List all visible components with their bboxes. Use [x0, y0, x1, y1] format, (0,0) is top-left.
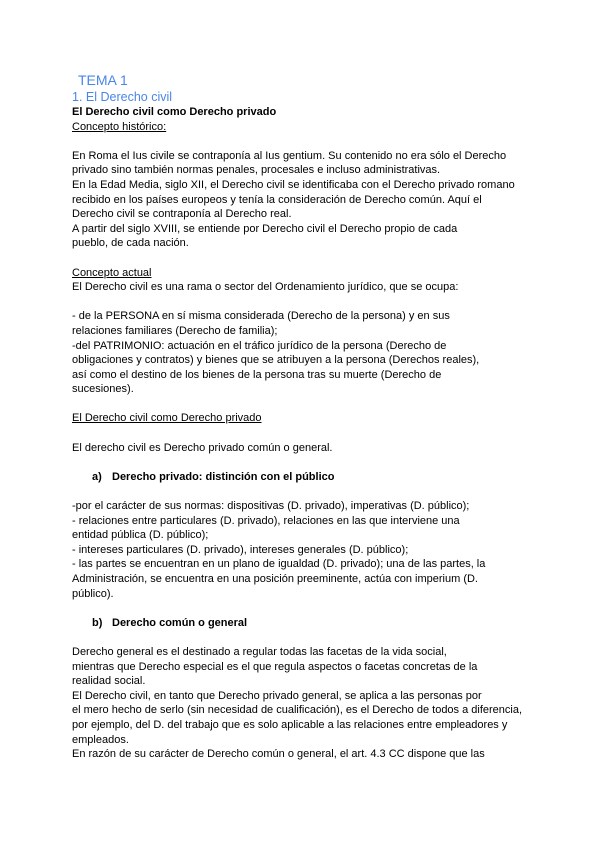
a-paragraph: [72, 499, 532, 601]
text-line: privado sino también normas penales, procesales e incluso administrativas.: [72, 164, 441, 177]
concepto-actual-heading: Concepto actual: [72, 266, 152, 279]
b-paragraph: [72, 645, 532, 762]
text-line: pueblo, de cada nación.: [72, 237, 189, 250]
text-line: por ejemplo, del D. del trabajo que es solo aplicable a las relaciones entre empleadores y: [72, 718, 508, 731]
text-line: En Roma el Ius civile se contraponía al Ius gentium. Su contenido no era sólo el Derecho: [72, 149, 507, 162]
text-line: empleados.: [72, 733, 129, 746]
actual-intro: El Derecho civil es una rama o sector del Ordenamiento jurídico, que se ocupa:: [72, 281, 459, 294]
concepto-historico-heading: Concepto histórico:: [72, 120, 167, 133]
text-line: entidad pública (D. público);: [72, 529, 209, 542]
text-line: así como el destino de los bienes de la persona tras su muerte (Derecho de: [72, 368, 442, 381]
subheading-b: [72, 616, 532, 631]
civil-privado-heading: El Derecho civil como Derecho privado: [72, 412, 262, 425]
text-line: - de la PERSONA en sí misma considerada (Derecho de la persona) y en sus: [72, 310, 450, 323]
subheading-b-title: Derecho común o general: [112, 616, 248, 629]
document-content: [72, 72, 532, 762]
text-line: En razón de su carácter de Derecho común o general, el art. 4.3 CC dispone que las: [72, 748, 485, 761]
subheading-a-title: Derecho privado: distinción con el público: [112, 470, 335, 483]
text-line: -por el carácter de sus normas: dispositivas (D. privado), imperativas (D. público);: [72, 500, 470, 513]
text-line: público).: [72, 587, 114, 600]
historico-paragraph: [72, 149, 532, 251]
text-line: Administración, se encuentra en una posición preeminente, actúa con imperium (D.: [72, 573, 478, 585]
text-line: relaciones familiares (Derecho de familia);: [72, 324, 278, 337]
text-line: -del PATRIMONIO: actuación en el tráfico jurídico de la persona (Derecho de: [72, 339, 447, 352]
text-line: El Derecho civil, en tanto que Derecho privado general, se aplica a las personas por: [72, 689, 482, 702]
text-line: - intereses particulares (D. privado), intereses generales (D. público);: [72, 543, 409, 556]
subheading-a: [72, 470, 532, 485]
text-line: sucesiones).: [72, 383, 134, 396]
text-line: el mero hecho de serlo (sin necesidad de cualificación), es el Derecho de todos a diferencia,: [72, 704, 523, 717]
text-line: Derecho civil se contraponía al Derecho real.: [72, 208, 292, 221]
text-line: obligaciones y contratos) y bienes que se atribuyen a la persona (Derechos reales),: [72, 354, 480, 367]
subheading-a-label: a): [92, 470, 102, 483]
text-line: A partir del siglo XVIII, se entiende por Derecho civil el Derecho propio de cada: [72, 222, 458, 235]
text-line: - las partes se encuentran en un plano de igualdad (D. privado); una de las partes, la: [72, 558, 486, 571]
subheading-b-label: b): [92, 616, 103, 629]
section-title: 1. El Derecho civil: [72, 90, 173, 104]
civil-privado-text: El derecho civil es Derecho privado común o general.: [72, 441, 333, 454]
text-line: En la Edad Media, siglo XII, el Derecho civil se identificaba con el Derecho privado romano: [72, 178, 515, 191]
tema-title: TEMA 1: [78, 72, 128, 88]
text-line: Derecho general es el destinado a regular todas las facetas de la vida social,: [72, 645, 447, 658]
text-line: recibido en los países europeos y tenía la consideración de Derecho común. Aquí el: [72, 193, 482, 206]
text-line: mientras que Derecho especial es el que regula aspectos o facetas concretas de la: [72, 660, 478, 673]
text-line: realidad social.: [72, 675, 146, 688]
actual-paragraph: [72, 309, 532, 397]
text-line: - relaciones entre particulares (D. privado), relaciones en las que interviene una: [72, 514, 460, 527]
main-heading: El Derecho civil como Derecho privado: [72, 106, 277, 118]
